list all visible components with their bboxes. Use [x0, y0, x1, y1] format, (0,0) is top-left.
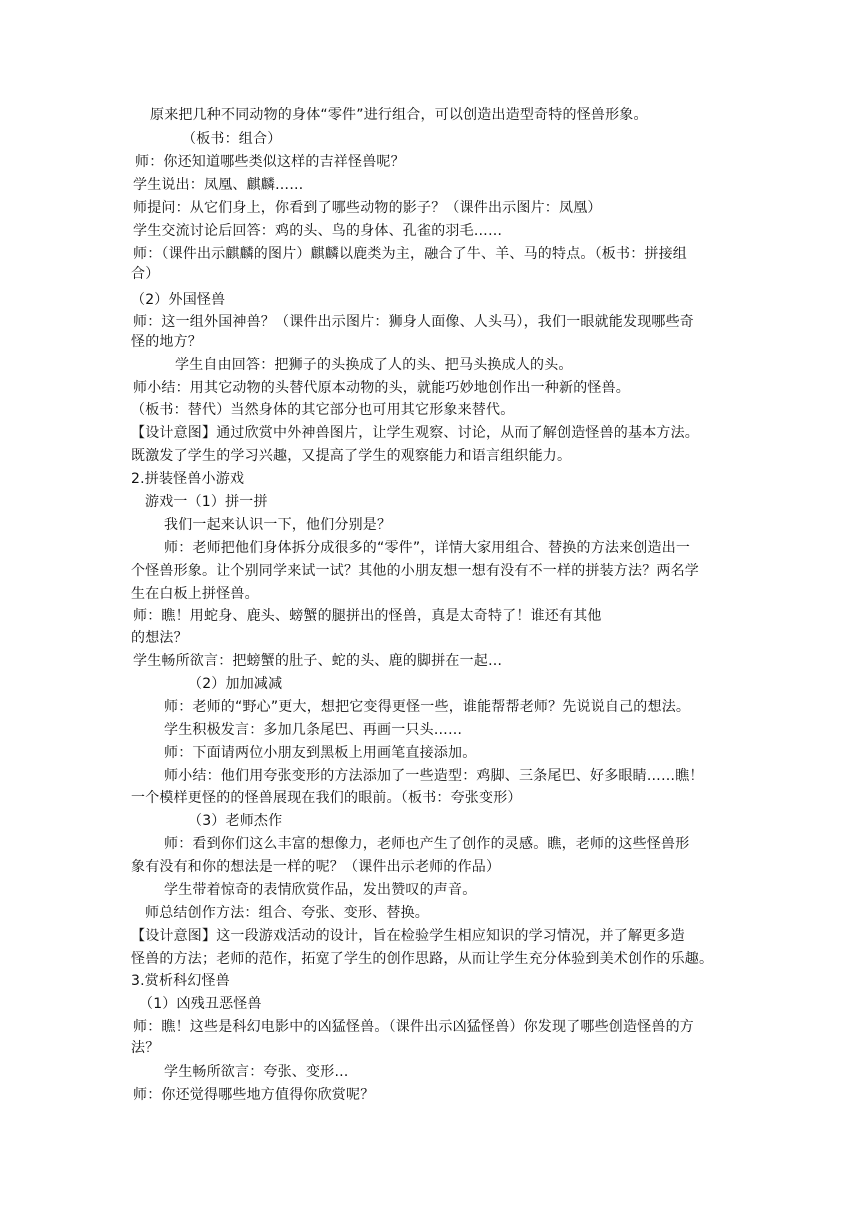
section-heading: 2.拼装怪兽小游戏 — [131, 471, 245, 487]
design-intent-line: 怪兽的方法；老师的范作，拓宽了学生的创作思路，从而让学生充分体验到美术创作的乐趣。 — [131, 951, 714, 967]
section-heading: 3.赏析科幻怪兽 — [131, 973, 230, 989]
dialogue-line: 师：瞧！这些是科幻电影中的凶猛怪兽。（课件出示凶猛怪兽）你发现了哪些创造怪兽的方 — [133, 1019, 694, 1035]
subsection-heading: （2）加加减减 — [188, 676, 283, 692]
dialogue-line: 师：你还觉得哪些地方值得你欣赏呢？ — [133, 1087, 375, 1103]
subsection-heading: （1）凶残丑恶怪兽 — [139, 996, 262, 1012]
dialogue-line: 学生说出：凤凰、麒麟…… — [133, 177, 304, 193]
dialogue-line: 师小结：他们用夸张变形的方法添加了一些造型：鸡脚、三条尾巴、好多眼睛……瞧！ — [164, 768, 704, 784]
dialogue-line: 生在白板上拼怪兽。 — [131, 586, 259, 602]
dialogue-line: 师总结创作方法：组合、夸张、变形、替换。 — [145, 905, 429, 921]
dialogue-line: 合） — [131, 266, 160, 282]
dialogue-line: 师：这一组外国神兽？（课件出示图片：狮身人面像、人头马），我们一眼就能发现哪些奇 — [133, 314, 694, 330]
dialogue-line: 学生积极发言：多加几条尾巴、再画一只头…… — [164, 722, 463, 738]
dialogue-line: 师：老师把他们身体拆分成很多的“零件”，详情大家用组合、替换的方法来创造出一 — [164, 540, 691, 556]
dialogue-line: 法？ — [131, 1040, 160, 1056]
dialogue-line: 个怪兽形象。让个别同学来试一试？其他的小朋友想一想有没有不一样的拼装方法？两名学 — [131, 563, 699, 579]
dialogue-line: 学生带着惊奇的表情欣赏作品，发出赞叹的声音。 — [164, 882, 477, 898]
dialogue-line: 一个模样更怪的的怪兽展现在我们的眼前。（板书：夸张变形） — [131, 790, 522, 806]
board-note: （板书：组合） — [182, 131, 282, 147]
design-intent-line: 【设计意图】通过欣赏中外神兽图片，让学生观察、讨论，从而了解创造怪兽的基本方法。 — [131, 425, 699, 441]
design-intent-line: 既激发了学生的学习兴趣，又提高了学生的观察能力和语言组织能力。 — [131, 448, 572, 464]
dialogue-line: （板书：替代）当然身体的其它部分也可用其它形象来替代。 — [131, 402, 515, 418]
dialogue-line: 师小结：用其它动物的头替代原本动物的头，就能巧妙地创作出一种新的怪兽。 — [133, 380, 630, 396]
dialogue-line: 师：瞧！用蛇身、鹿头、螃蟹的腿拼出的怪兽，真是太奇特了！谁还有其他 — [133, 608, 602, 624]
dialogue-line: 学生交流讨论后回答：鸡的头、鸟的身体、孔雀的羽毛…… — [133, 223, 503, 239]
dialogue-line: 我们一起来认识一下，他们分别是？ — [164, 517, 392, 533]
dialogue-line: 师提问：从它们身上，你看到了哪些动物的影子？（课件出示图片：凤凰） — [133, 200, 602, 216]
subsection-heading: 游戏一（1）拼一拼 — [145, 494, 268, 510]
dialogue-line: 的想法？ — [131, 630, 188, 646]
dialogue-line: 师：看到你们这么丰富的想像力，老师也产生了创作的灵感。瞧，老师的这些怪兽形 — [164, 836, 690, 852]
dialogue-line: 师：你还知道哪些类似这样的吉祥怪兽呢？ — [135, 154, 405, 170]
dialogue-line: 学生自由回答：把狮子的头换成了人的头、把马头换成人的头。 — [175, 357, 573, 373]
design-intent-line: 【设计意图】这一段游戏活动的设计，旨在检验学生相应知识的学习情况，并了解更多造 — [131, 928, 685, 944]
dialogue-line: 师：老师的“野心”更大，想把它变得更怪一些，谁能帮帮老师？先说说自己的想法。 — [164, 699, 691, 715]
dialogue-line: 师：（课件出示麒麟的图片）麒麟以鹿类为主，融合了牛、羊、马的特点。（板书：拼接组 — [133, 246, 687, 262]
dialogue-line: 象有没有和你的想法是一样的呢？（课件出示老师的作品） — [131, 859, 501, 875]
section-heading: （2）外国怪兽 — [131, 292, 226, 308]
dialogue-line: 学生畅所欲言：把螃蟹的肚子、蛇的头、鹿的脚拼在一起… — [133, 653, 503, 669]
dialogue-line: 怪的地方？ — [131, 334, 202, 350]
dialogue-line: 学生畅所欲言：夸张、变形… — [164, 1064, 349, 1080]
paragraph-line: 原来把几种不同动物的身体“零件”进行组合，可以创造出造型奇特的怪兽形象。 — [150, 107, 648, 123]
dialogue-line: 师：下面请两位小朋友到黑板上用画笔直接添加。 — [164, 745, 477, 761]
subsection-heading: （3）老师杰作 — [188, 813, 283, 829]
